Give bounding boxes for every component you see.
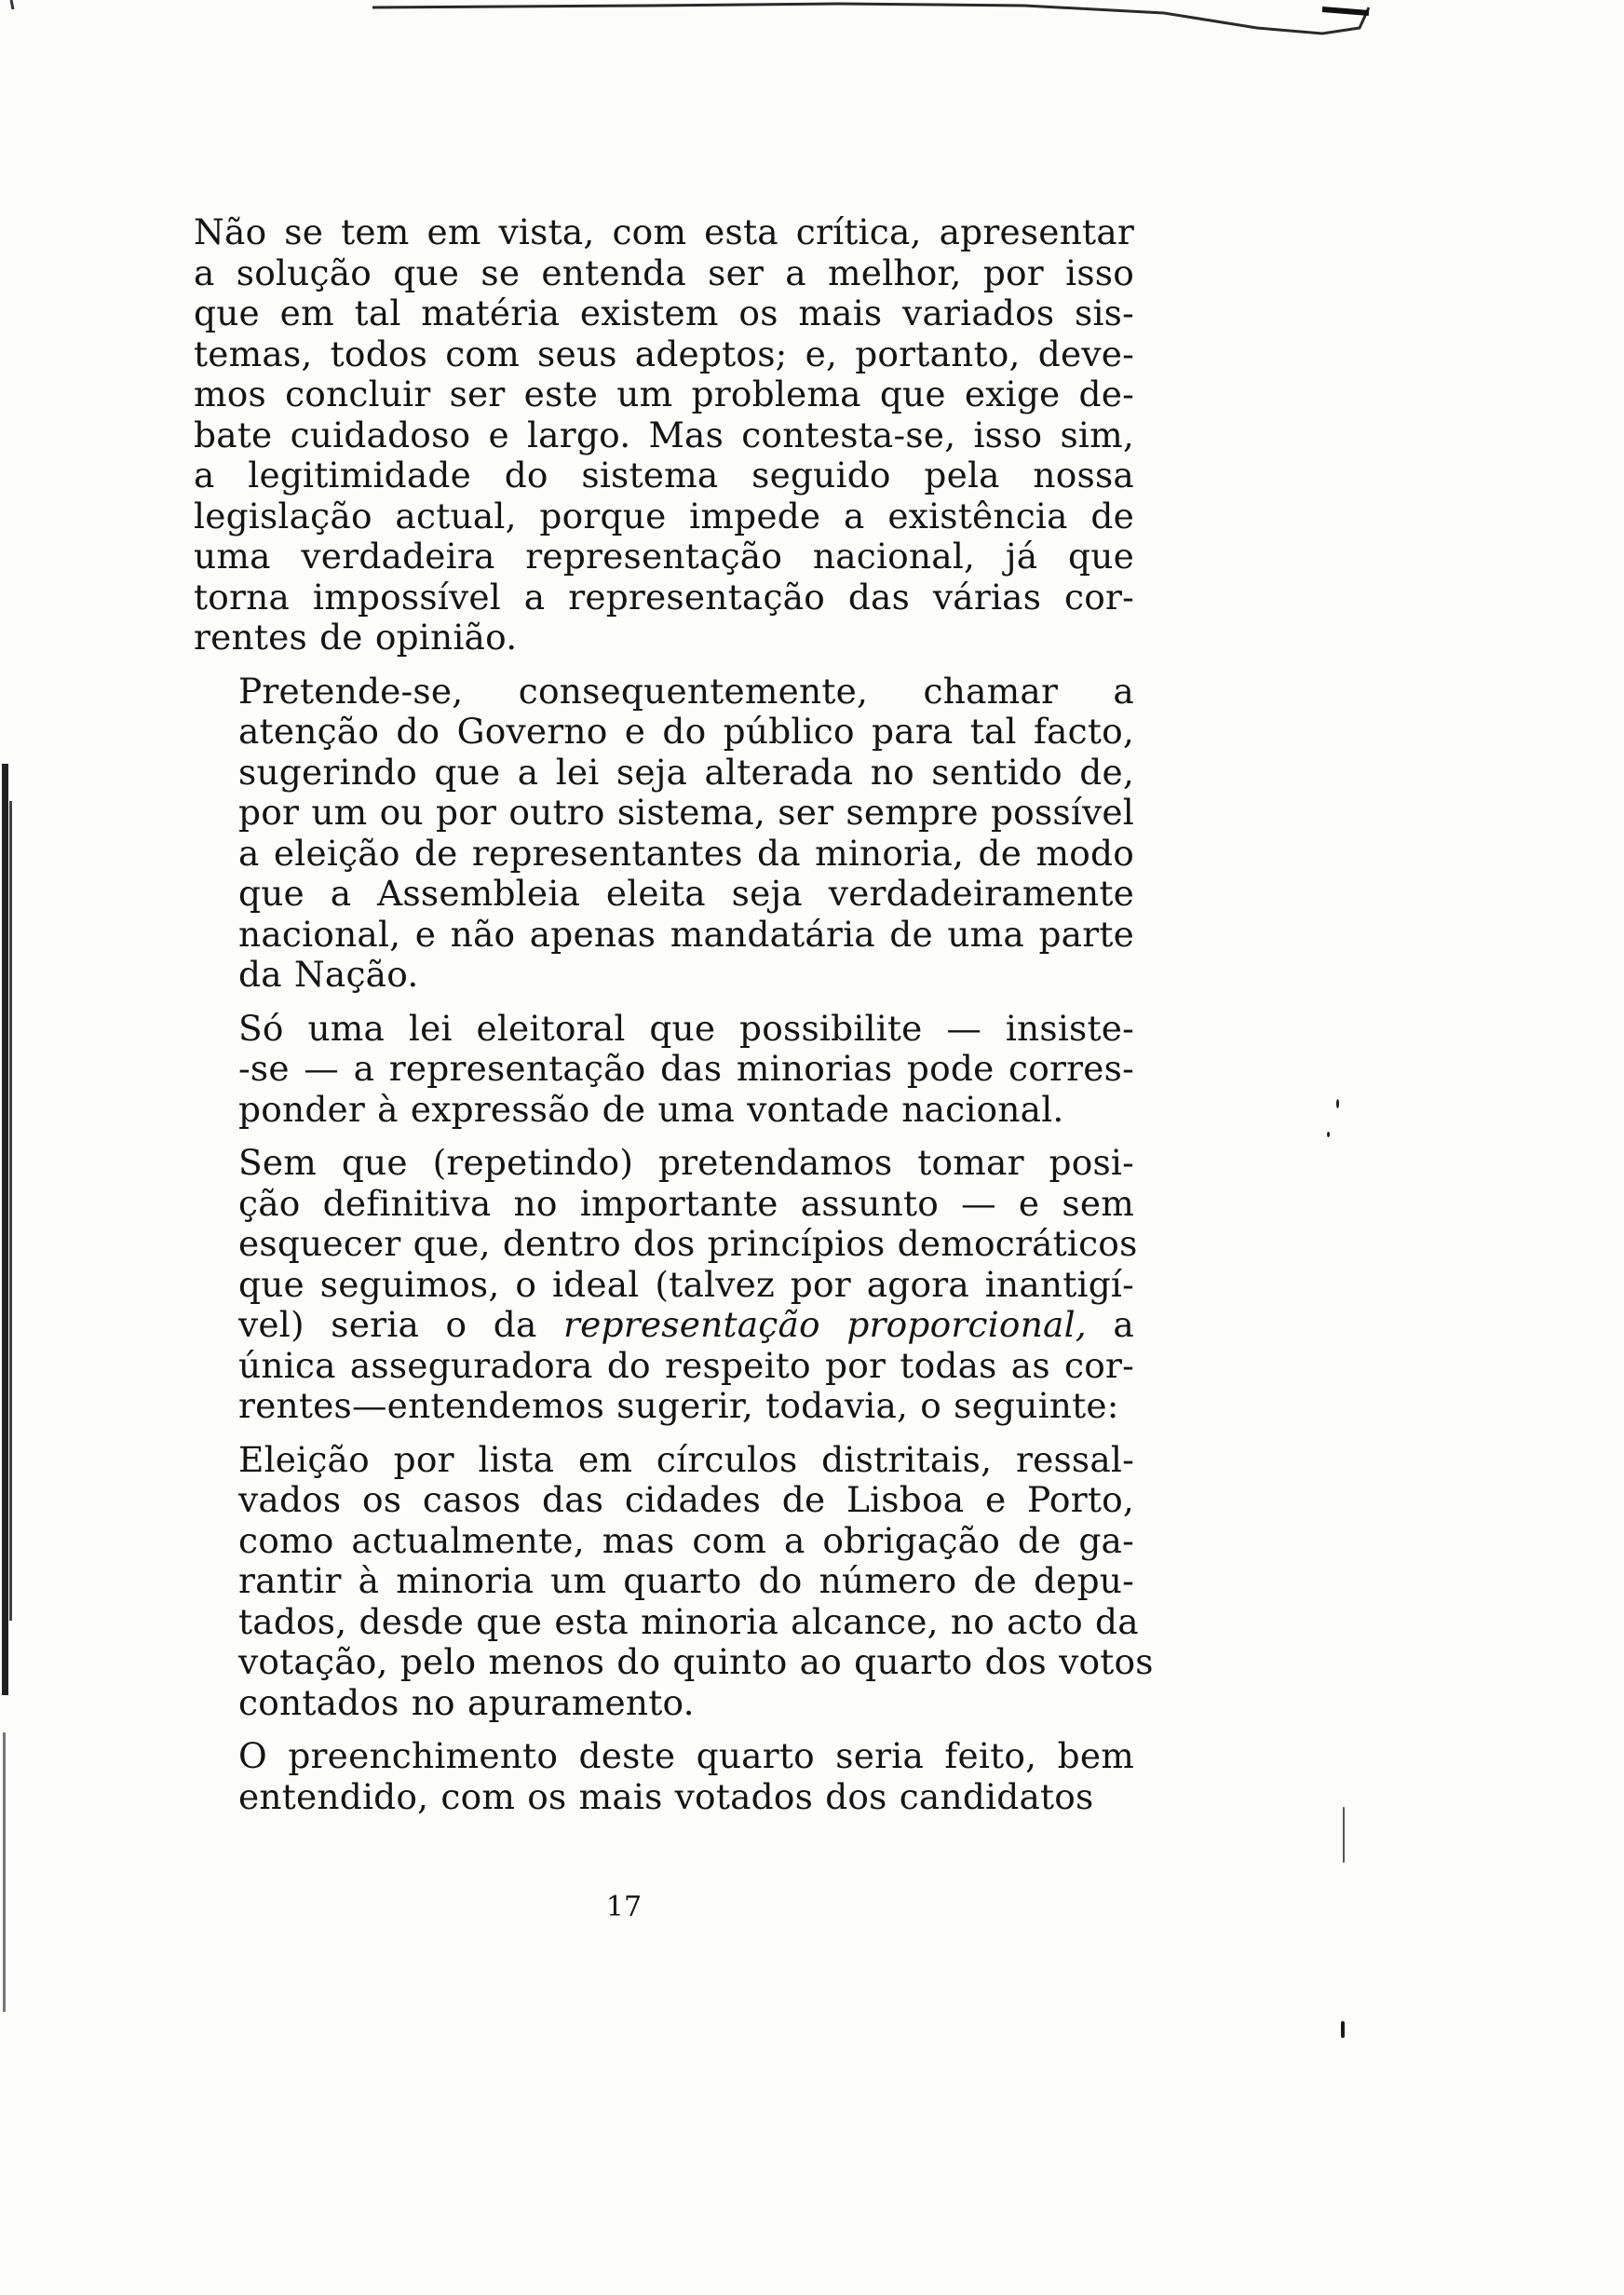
- paragraph: [194, 672, 1134, 996]
- text-line: que em tal matéria existem os mais variados sis-: [194, 292, 1134, 333]
- text-line: bate cuidadoso e largo. Mas contesta-se, isso sim,: [194, 414, 1134, 455]
- text-line: mos concluir ser este um problema que exige de-: [194, 373, 1134, 414]
- paragraph: [194, 1142, 1138, 1427]
- scan-speck: [1336, 1099, 1339, 1108]
- paragraph: [194, 1009, 1134, 1131]
- text-line: temas, todos com seus adeptos; e, portanto, deve-: [194, 333, 1134, 374]
- text-line: ponder à expressão de uma vontade nacional.: [238, 1088, 1064, 1130]
- text-line: sugerindo que a lei seja alterada no sentido de,: [238, 751, 1134, 793]
- binding-shadow: [0, 727, 20, 2030]
- text-line: única asseguradora do respeito por todas as cor-: [238, 1344, 1134, 1386]
- paragraph: [194, 1438, 1154, 1724]
- text-line: tados, desde que esta minoria alcance, no acto da: [238, 1600, 1139, 1642]
- italic-phrase: representação proporcional,: [563, 1304, 1087, 1345]
- text-line: Não se tem em vista, com esta crítica, apresentar: [194, 211, 1134, 252]
- text-line: por um ou por outro sistema, ser sempre possível: [238, 792, 1134, 833]
- text-line: ção definitiva no importante assunto — e sem: [238, 1182, 1134, 1224]
- text-line: vel) seria o da representação proporcional, a: [238, 1304, 1134, 1345]
- text-line: uma verdadeira representação nacional, já que: [194, 536, 1134, 577]
- text-line: da Nação.: [238, 954, 419, 995]
- text-line: torna impossível a representação das várias cor-: [194, 576, 1134, 618]
- paragraph: [194, 212, 1134, 659]
- scan-speck: [1343, 1807, 1345, 1863]
- text-line: -se — a representação das minorias pode corres-: [238, 1048, 1134, 1089]
- paragraph: [194, 1736, 1134, 1817]
- scan-speck: [1327, 1132, 1330, 1137]
- text-line: esquecer que, dentro dos princípios democráticos: [238, 1223, 1138, 1264]
- text-line: rantir à minoria um quarto do número de depu-: [238, 1560, 1134, 1601]
- page-number: 17: [605, 1891, 643, 1923]
- text-line: que seguimos, o ideal (talvez por agora inantigí-: [238, 1263, 1134, 1305]
- text-line: entendido, com os mais votados dos candidatos: [238, 1775, 1094, 1817]
- text-line: nacional, e não apenas mandatária de uma parte: [238, 913, 1134, 955]
- text-line: legislação actual, porque impede a existência de: [194, 495, 1134, 536]
- text-line: rentes—entendemos sugerir, todavia, o seguinte:: [238, 1385, 1119, 1426]
- text-line: Só uma lei eleitoral que possibilite — insiste-: [238, 1007, 1134, 1049]
- text-line: vados os casos das cidades de Lisboa e Porto,: [238, 1479, 1134, 1520]
- text-line: O preenchimento deste quarto seria feito, bem: [238, 1735, 1134, 1776]
- text-line: a solução que se entenda ser a melhor, por isso: [194, 251, 1134, 293]
- scan-speck: [1341, 2021, 1345, 2038]
- text-line: Eleição por lista em círculos distritais, ressal-: [238, 1438, 1134, 1480]
- torn-top-edge: [0, 0, 1624, 56]
- text-line: como actualmente, mas com a obrigação de ga-: [238, 1519, 1134, 1561]
- text-line: a eleição de representantes da minoria, de modo: [238, 832, 1134, 874]
- text-line: a legitimidade do sistema seguido pela nossa: [194, 455, 1134, 496]
- text-line: Sem que (repetindo) pretendamos tomar posi-: [238, 1142, 1134, 1183]
- text-line: que a Assembleia eleita seja verdadeiramente: [238, 873, 1134, 914]
- text-line: rentes de opinião.: [194, 617, 518, 658]
- text-line: Pretende-se, consequentemente, chamar a: [238, 670, 1134, 712]
- text-line: atenção do Governo e do público para tal facto,: [238, 711, 1134, 752]
- text-line: votação, pelo menos do quinto ao quarto dos votos: [238, 1641, 1154, 1682]
- text-line: contados no apuramento.: [238, 1681, 695, 1723]
- body-text: [194, 211, 1154, 1830]
